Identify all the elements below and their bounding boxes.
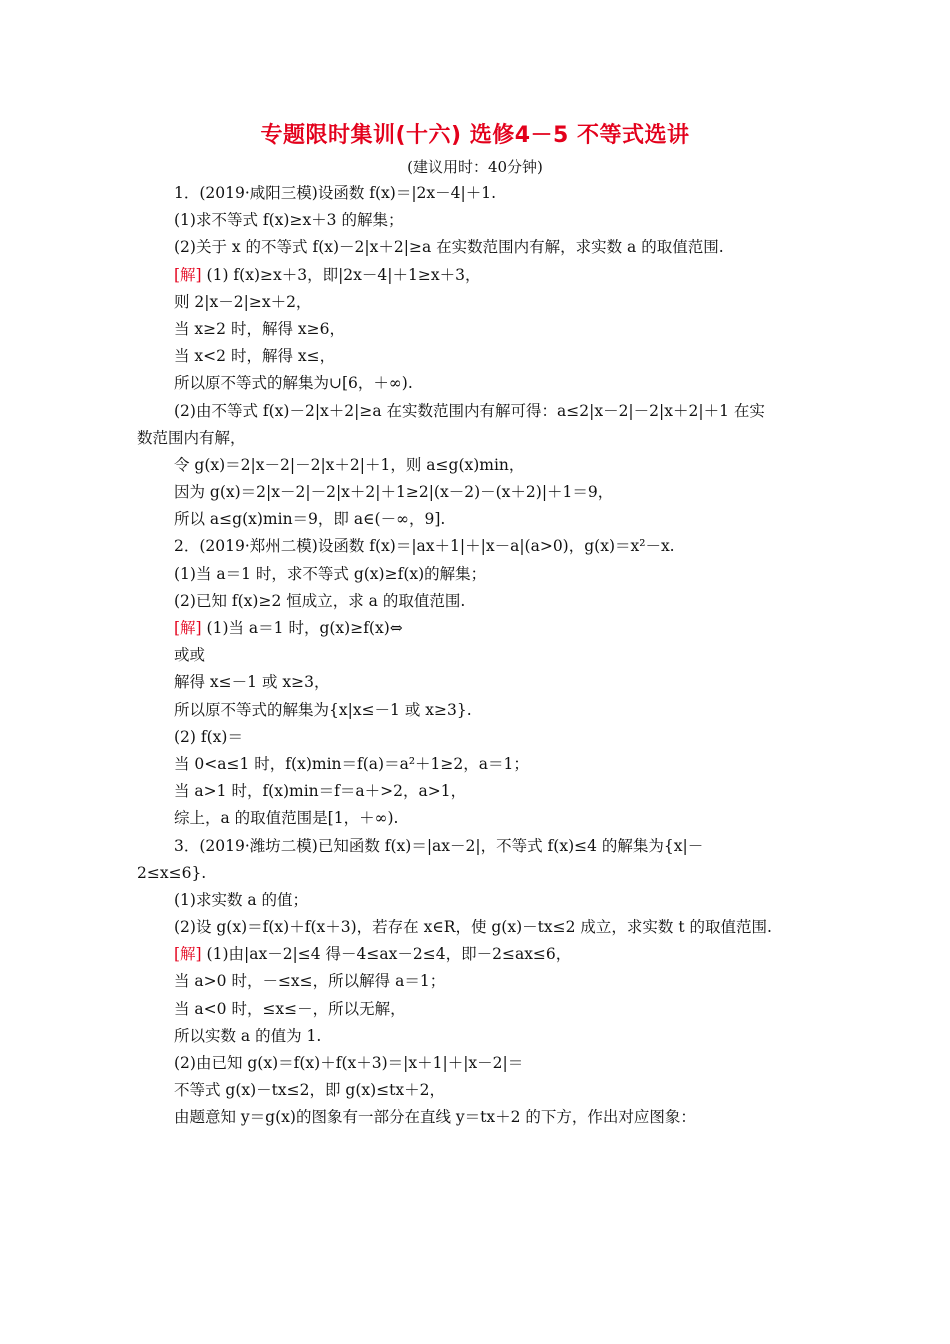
text-line — [137, 1077, 827, 1104]
line-text: 不等式 g(x)－tx≤2，即 g(x)≤tx＋2， — [174, 1081, 446, 1100]
line-text: (1)当 a＝1 时，g(x)≥f(x)⇔ — [201, 619, 403, 637]
line-text: 解得 x≤－1 或 x≥3， — [174, 673, 330, 692]
text-line — [137, 1050, 827, 1077]
line-text: 当 a>0 时，－≤x≤，所以解得 a＝1； — [174, 972, 446, 991]
line-text: (2)由不等式 f(x)－2|x＋2|≥a 在实数范围内有解可得：a≤2|x－2|－2|x＋2|＋1 在实 — [174, 401, 765, 420]
text-line — [137, 343, 827, 370]
text-line — [137, 996, 827, 1023]
text-line — [137, 207, 827, 234]
text-line — [137, 1023, 827, 1050]
line-text: 所以实数 a 的值为 1. — [174, 1026, 322, 1045]
line-text: 由题意知 y＝g(x)的图象有一部分在直线 y＝tx＋2 的下方，作出对应图象： — [174, 1108, 696, 1127]
text-line — [137, 398, 827, 425]
line-text: 因为 g(x)＝2|x－2|－2|x＋2|＋1≥2|(x－2)－(x＋2)|＋1＝9， — [174, 483, 614, 502]
line-text: 数范围内有解， — [137, 428, 246, 447]
text-line — [137, 751, 827, 778]
line-text: 当 a<0 时，≤x≤－，所以无解， — [174, 999, 406, 1018]
line-text: 当 0<a≤1 时，f(x)min＝f(a)＝a²＋1≥2，a＝1； — [174, 754, 529, 773]
line-text: (1)当 a＝1 时，求不等式 g(x)≥f(x)的解集； — [174, 564, 487, 583]
text-line — [137, 452, 827, 479]
line-text: 当 a>1 时，f(x)min＝f＝a＋>2，a>1， — [174, 782, 467, 801]
text-line — [137, 968, 827, 995]
text-line — [137, 1104, 827, 1131]
line-text: 令 g(x)＝2|x－2|－2|x＋2|＋1，则 a≤g(x)min， — [174, 455, 525, 474]
solution-label: [解] — [174, 619, 202, 637]
line-text: 当 x<2 时，解得 x≤， — [174, 347, 336, 366]
text-line — [137, 860, 827, 887]
text-line — [137, 425, 827, 452]
solution-label: [解] — [174, 945, 202, 964]
line-text: (2)设 g(x)＝f(x)＋f(x＋3)，若存在 x∈R，使 g(x)－tx≤2 成立，求实数 t 的取值范围. — [174, 918, 772, 937]
line-text: (1) f(x)≥x＋3，即|2x－4|＋1≥x＋3， — [201, 265, 481, 284]
line-text: 所以原不等式的解集为∪[6，＋∞). — [174, 374, 413, 393]
solution-label: [解] — [174, 265, 202, 284]
text-line — [137, 941, 827, 968]
text-line — [137, 289, 827, 316]
line-text: 2．(2019·郑州二模)设函数 f(x)＝|ax＋1|＋|x－a|(a>0)，g(x)＝x²－x. — [174, 537, 675, 556]
text-line — [137, 370, 827, 397]
text-line — [137, 805, 827, 832]
line-text: 2≤x≤6}. — [137, 863, 207, 882]
text-line — [137, 533, 827, 560]
text-line — [137, 778, 827, 805]
line-text: (1)求不等式 f(x)≥x＋3 的解集； — [174, 211, 404, 230]
line-text: 所以 a≤g(x)min＝9，即 a∈(－∞，9]. — [174, 510, 446, 529]
line-text: (2) f(x)＝ — [174, 727, 243, 746]
page-title: 专题限时集训(十六) 选修4－5 不等式选讲 — [260, 123, 690, 148]
line-text: (1)由|ax－2|≤4 得－4≤ax－2≤4，即－2≤ax≤6， — [201, 945, 572, 964]
line-text: 3．(2019·潍坊二模)已知函数 f(x)＝|ax－2|，不等式 f(x)≤4 的解集为{x|－ — [174, 836, 704, 855]
text-line — [137, 887, 827, 914]
line-text: (2)关于 x 的不等式 f(x)－2|x＋2|≥a 在实数范围内有解，求实数 a 的取值范围. — [174, 238, 724, 257]
line-text: (1)求实数 a 的值； — [174, 890, 309, 909]
line-text: 所以原不等式的解集为{x|x≤－1 或 x≥3}. — [174, 700, 472, 719]
page-subtitle: (建议用时：40分钟) — [407, 158, 543, 176]
text-line — [137, 914, 827, 941]
line-text: (2)由已知 g(x)＝f(x)＋f(x＋3)＝|x＋1|＋|x－2|＝ — [174, 1054, 524, 1072]
text-line — [137, 234, 827, 261]
text-line — [137, 561, 827, 588]
text-line — [137, 669, 827, 696]
text-line — [137, 615, 827, 642]
text-line — [137, 479, 827, 506]
line-text: 当 x≥2 时，解得 x≥6， — [174, 319, 345, 338]
text-line — [137, 724, 827, 751]
text-line — [137, 180, 827, 207]
line-text: (2)已知 f(x)≥2 恒成立，求 a 的取值范围. — [174, 591, 466, 610]
line-text: 综上，a 的取值范围是[1，＋∞). — [174, 809, 399, 828]
text-line — [137, 316, 827, 343]
line-text: 或或 — [174, 646, 206, 665]
line-text: 1．(2019·咸阳三模)设函数 f(x)＝|2x－4|＋1. — [174, 184, 497, 202]
text-line — [137, 588, 827, 615]
text-line — [137, 506, 827, 533]
document-body — [137, 180, 827, 1132]
line-text: 则 2|x－2|≥x＋2， — [174, 292, 312, 311]
text-line — [137, 642, 827, 669]
text-line — [137, 262, 827, 289]
text-line — [137, 833, 827, 860]
text-line — [137, 697, 827, 724]
